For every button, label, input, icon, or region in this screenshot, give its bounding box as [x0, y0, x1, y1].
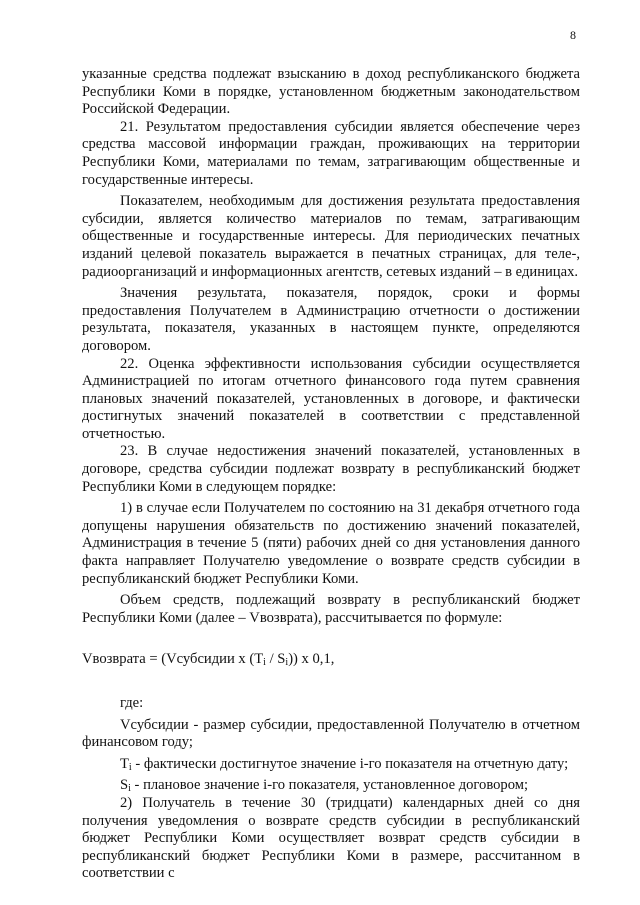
- formula-rhs: )) х 0,1,: [288, 651, 335, 668]
- paragraph-21: 21. Результатом предоставления субсидии является обеспечение через средства массовой информации граждан, проживающих на территории Республики Коми, материалами по темам, затрагивающим общественные и государственные интересы.: [82, 118, 580, 188]
- paragraph-23-item-1: 1) в случае если Получателем по состоянию на 31 декабря отчетного года допущены нарушения обязательств по достижению значений показателей, Администрация в течение 5 (пяти) рабочих дней со дня установления данного факта направляет Получателю уведомление о возврате средств субсидии в республиканский бюджет Республики Коми.: [82, 500, 580, 587]
- s-sub: i: [128, 783, 131, 795]
- paragraph-values: Значения результата, показателя, порядок, сроки и формы предоставления Получателем в Администрацию отчетности о достижении результата, показателя, указанных в настоящем пункте, определяются договором.: [82, 285, 580, 354]
- definition-v-subsidy: Vсубсидии - размер субсидии, предоставленной Получателю в отчетном финансовом году;: [82, 716, 580, 751]
- paragraph-22: 22. Оценка эффективности использования субсидии осуществляется Администрацией по итогам отчетного финансового года путем сравнения плановых значений показателей, установленных в договоре, и фактически достигнутых значений показателей в соответствии с представленной отчетностью.: [82, 355, 580, 442]
- paragraph-indicator: Показателем, необходимым для достижения результата предоставления субсидии, является количество материалов по темам, затрагивающим общественные и государственные интересы. Для периодических печатных изданий целевой показатель выражается в печатных страницах, для теле-, радиоорганизаций и информационных агентств, сетевых изданий – в единицах.: [82, 193, 580, 280]
- s-symbol: S: [120, 777, 129, 794]
- paragraph-volume: Объем средств, подлежащий возврату в республиканский бюджет Республики Коми (далее – Vвозврата), рассчитывается по формуле:: [82, 592, 580, 626]
- definition-t: [82, 756, 580, 774]
- t-text: - фактически достигнутое значение i-го показателя на отчетную дату;: [131, 755, 569, 772]
- definition-s: [82, 777, 580, 795]
- t-symbol: T: [120, 755, 129, 772]
- formula-lhs: Vвозврата = (Vсубсидии х (T: [82, 651, 264, 668]
- page-number: 8: [570, 28, 576, 42]
- t-sub: i: [128, 761, 132, 773]
- s-text: - плановое значение i-го показателя, установленное договором;: [130, 777, 529, 794]
- paragraph-23-item-2: 2) Получатель в течение 30 (тридцати) календарных дней со дня получения уведомления о возврате средств субсидии в республиканский бюджет Республики Коми осуществляет возврат средств субсидии в республиканский бюджет Республики Коми в размере, рассчитанном в соответствии с: [82, 794, 580, 882]
- formula-sub-t: i: [263, 657, 266, 669]
- refund-formula: [82, 651, 580, 669]
- paragraph-continuation: указанные средства подлежат взысканию в доход республиканского бюджета Республики Коми в порядке, установленном бюджетным законодательством Российской Федерации.: [82, 66, 580, 118]
- formula-sub-s: i: [285, 657, 289, 669]
- document-body: [82, 66, 580, 883]
- where-label: где:: [120, 695, 144, 711]
- formula-mid: / S: [265, 651, 286, 668]
- paragraph-23: 23. В случае недостижения значений показателей, установленных в договоре, средства субсидии подлежат возврату в республиканский бюджет Республики Коми в следующем порядке:: [82, 443, 580, 495]
